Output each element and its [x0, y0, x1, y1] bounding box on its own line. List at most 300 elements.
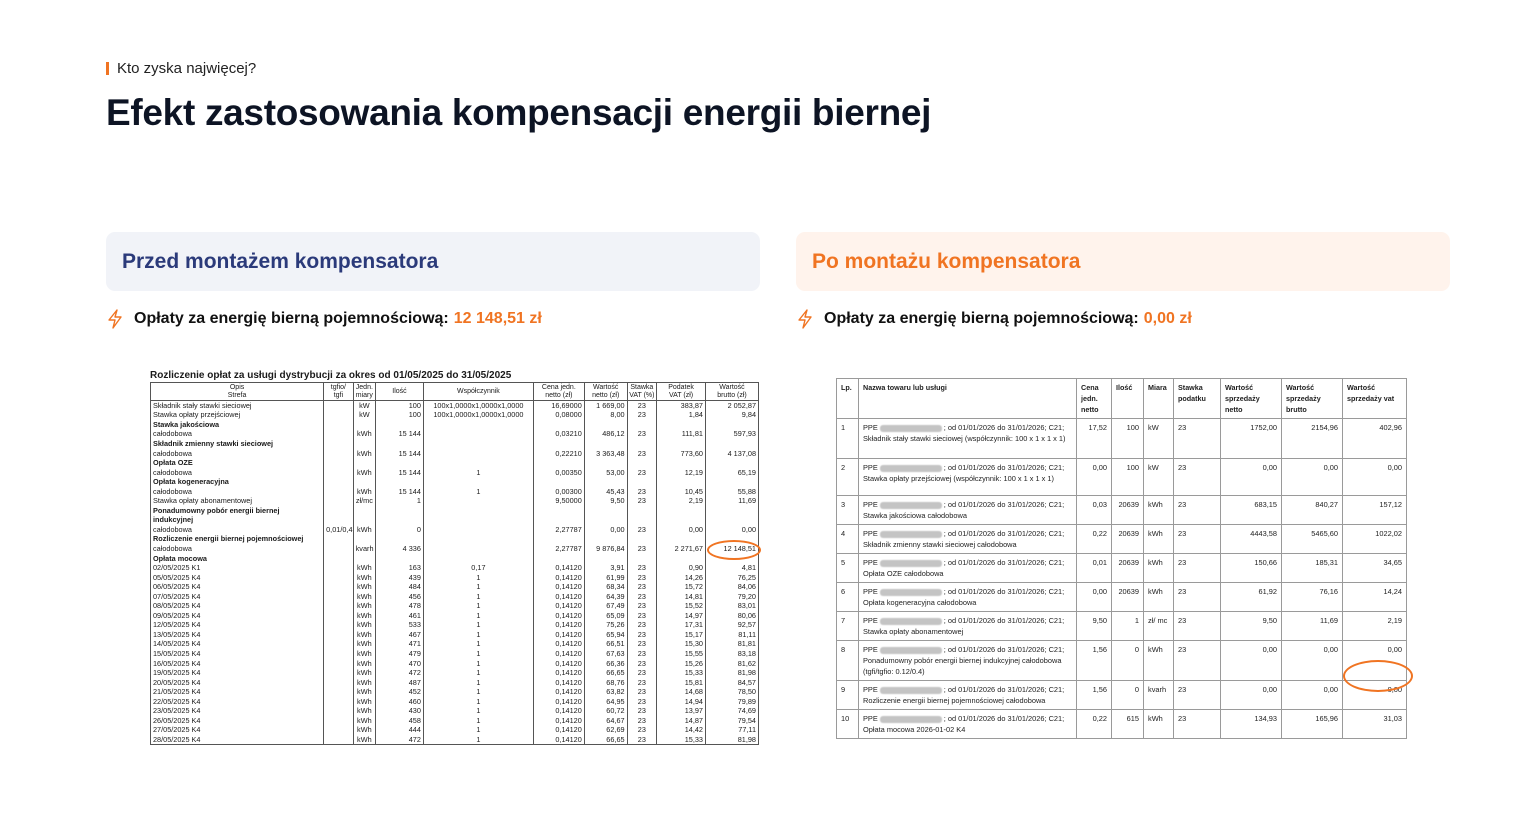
column-header: Wartość netto (zł)	[584, 383, 627, 401]
table-row	[151, 534, 759, 544]
table-cell	[423, 534, 533, 544]
table-row	[837, 459, 1407, 496]
table-cell: kWh	[353, 716, 375, 726]
invoice-before-scan	[150, 370, 760, 750]
table-cell	[423, 448, 533, 458]
table-cell: 26/05/2025 K4	[151, 716, 324, 726]
table-row	[151, 716, 759, 726]
table-cell	[859, 583, 1077, 612]
cell-value: 20639	[1118, 500, 1139, 509]
table-cell: 77,11	[705, 725, 758, 735]
table-cell: 05/05/2025 K4	[151, 572, 324, 582]
table-cell: 15,81	[657, 677, 706, 687]
table-cell: 14,42	[657, 725, 706, 735]
table-cell	[353, 506, 375, 516]
table-cell: 3 363,48	[584, 448, 627, 458]
table-cell	[423, 525, 533, 535]
table-cell	[1077, 641, 1112, 681]
table-cell	[1077, 496, 1112, 525]
row-number: 4	[841, 529, 846, 538]
table-cell: kWh	[353, 486, 375, 496]
table-cell: 1	[423, 706, 533, 716]
table-row	[151, 477, 759, 487]
table-row	[151, 429, 759, 439]
row-number: 1	[841, 423, 846, 432]
table-cell: 67,49	[584, 601, 627, 611]
ppe-label: PPE	[863, 587, 878, 596]
table-cell: kWh	[353, 429, 375, 439]
cell-value: 23	[1178, 500, 1187, 509]
table-cell: 45,43	[584, 486, 627, 496]
table-cell: 23	[627, 725, 657, 735]
table-cell	[324, 658, 354, 668]
ppe-label: PPE	[863, 558, 878, 567]
table-row	[151, 496, 759, 506]
table-cell: 1	[423, 668, 533, 678]
table-cell: 14,68	[657, 687, 706, 697]
table-cell	[1343, 583, 1407, 612]
table-cell: 4,81	[705, 563, 758, 573]
table-cell	[1221, 641, 1282, 681]
table-cell	[1221, 525, 1282, 554]
table-cell: 64,67	[584, 716, 627, 726]
column-header: Opis Strefa	[151, 383, 324, 401]
table-cell: kWh	[353, 639, 375, 649]
table-cell	[533, 553, 584, 563]
redacted-ppe-id	[880, 618, 942, 625]
table-cell: 75,26	[584, 620, 627, 630]
table-cell: 486,12	[584, 429, 627, 439]
table-row	[151, 677, 759, 687]
table-cell: 0,00	[657, 525, 706, 535]
table-cell: 0,14120	[533, 649, 584, 659]
table-cell	[324, 572, 354, 582]
table-cell	[1174, 583, 1221, 612]
table-cell	[584, 553, 627, 563]
table-row	[151, 506, 759, 516]
table-cell: 1	[423, 639, 533, 649]
table-cell	[627, 458, 657, 468]
table-cell: Składnik zmienny stawki sieciowej	[151, 439, 324, 449]
table-cell: 23	[627, 486, 657, 496]
table-cell: 12/05/2025 K4	[151, 620, 324, 630]
table-cell	[533, 439, 584, 449]
highlight-circle	[1343, 660, 1413, 692]
table-cell: 64,95	[584, 696, 627, 706]
ppe-label: PPE	[863, 616, 878, 625]
table-row	[837, 525, 1407, 554]
table-cell	[324, 706, 354, 716]
table-cell	[324, 639, 354, 649]
table-row	[151, 668, 759, 678]
table-cell: 06/05/2025 K4	[151, 582, 324, 592]
after-heading: Po montażu kompensatora	[796, 232, 1450, 291]
cell-value: 840,27	[1315, 500, 1338, 509]
table-cell: 23	[627, 448, 657, 458]
table-cell: kW	[353, 401, 375, 411]
eyebrow	[106, 60, 256, 77]
cell-value: 61,92	[1258, 587, 1277, 596]
table-cell: kWh	[353, 696, 375, 706]
table-cell	[705, 506, 758, 516]
table-cell: 0,14120	[533, 706, 584, 716]
table-cell: 15 144	[376, 467, 424, 477]
table-cell: 0,14120	[533, 639, 584, 649]
table-cell	[627, 515, 657, 525]
table-cell	[657, 506, 706, 516]
table-cell	[1174, 419, 1221, 459]
table-cell	[324, 467, 354, 477]
table-cell	[1221, 612, 1282, 641]
table-cell: kvarh	[353, 544, 375, 554]
table-cell	[324, 611, 354, 621]
table-cell: 0,17	[423, 563, 533, 573]
table-cell	[1112, 525, 1144, 554]
table-cell	[423, 420, 533, 430]
table-row	[151, 525, 759, 535]
table-cell	[584, 439, 627, 449]
table-row	[151, 725, 759, 735]
table-cell	[1112, 554, 1144, 583]
table-row	[837, 583, 1407, 612]
cell-value: kvarh	[1148, 685, 1167, 694]
table-row	[151, 706, 759, 716]
table-cell: 23	[627, 677, 657, 687]
table-cell: 430	[376, 706, 424, 716]
table-cell: 0,03210	[533, 429, 584, 439]
table-row	[151, 630, 759, 640]
table-cell: 23	[627, 649, 657, 659]
table-cell	[324, 448, 354, 458]
table-cell	[1144, 525, 1174, 554]
table-cell	[1174, 554, 1221, 583]
table-cell	[1144, 641, 1174, 681]
redacted-ppe-id	[880, 502, 942, 509]
table-cell: 66,36	[584, 658, 627, 668]
table-cell: 23	[627, 687, 657, 697]
cell-value: 0	[1134, 645, 1139, 654]
table-cell	[859, 525, 1077, 554]
table-row	[151, 696, 759, 706]
table-cell: 92,57	[705, 620, 758, 630]
table-cell: 0,00300	[533, 486, 584, 496]
table-cell	[353, 515, 375, 525]
column-header: Lp.	[837, 379, 859, 419]
cell-value: 17,52	[1088, 423, 1107, 432]
highlight-circle	[707, 540, 761, 560]
table-cell	[324, 725, 354, 735]
cell-value: 150,66	[1254, 558, 1277, 567]
table-cell	[324, 687, 354, 697]
table-cell	[423, 458, 533, 468]
row-number: 5	[841, 558, 846, 567]
table-row	[151, 649, 759, 659]
cell-value: 23	[1178, 529, 1187, 538]
table-cell: 23	[627, 563, 657, 573]
cell-value: 23	[1178, 558, 1187, 567]
table-cell: 0,14120	[533, 725, 584, 735]
table-cell: 23/05/2025 K4	[151, 706, 324, 716]
cell-value: 1752,00	[1250, 423, 1277, 432]
table-row	[151, 439, 759, 449]
table-cell	[423, 439, 533, 449]
table-row	[151, 458, 759, 468]
redacted-ppe-id	[880, 531, 942, 538]
table-cell	[584, 420, 627, 430]
table-cell: 439	[376, 572, 424, 582]
table-row	[151, 420, 759, 430]
table-cell	[705, 420, 758, 430]
cell-value: 134,93	[1254, 714, 1277, 723]
table-cell	[423, 477, 533, 487]
table-cell: 23	[627, 544, 657, 554]
table-cell: 0,08000	[533, 410, 584, 420]
ppe-label: PPE	[863, 714, 878, 723]
table-cell: całodobowa	[151, 525, 324, 535]
table-cell: 81,11	[705, 630, 758, 640]
column-header: Nazwa towaru lub usługi	[859, 379, 1077, 419]
table-cell	[584, 458, 627, 468]
lightning-bolt-icon	[796, 309, 814, 329]
table-cell: 23	[627, 582, 657, 592]
table-cell	[1282, 710, 1343, 739]
table-cell: 23	[627, 696, 657, 706]
table-cell: 15 144	[376, 429, 424, 439]
table-cell	[1282, 641, 1343, 681]
table-cell	[353, 439, 375, 449]
table-cell	[1343, 419, 1407, 459]
table-cell	[353, 477, 375, 487]
table-cell: 15 144	[376, 486, 424, 496]
table-cell: Stawka opłaty abonamentowej	[151, 496, 324, 506]
table-cell: 0,14120	[533, 630, 584, 640]
table-cell: Rozliczenie energii biernej pojemnościowej	[151, 534, 324, 544]
table-cell: 60,72	[584, 706, 627, 716]
table-cell: 2 271,67	[657, 544, 706, 554]
table-cell: 1	[423, 725, 533, 735]
cell-value: 9,50	[1262, 616, 1277, 625]
table-cell	[1112, 419, 1144, 459]
table-cell	[1174, 496, 1221, 525]
table-cell: kWh	[353, 582, 375, 592]
table-cell: 66,51	[584, 639, 627, 649]
table-cell: 456	[376, 591, 424, 601]
cell-value: 34,65	[1383, 558, 1402, 567]
column-header: Podatek VAT (zł)	[657, 383, 706, 401]
table-cell: 1	[423, 658, 533, 668]
ppe-label: PPE	[863, 463, 878, 472]
cell-value: 0,01	[1092, 558, 1107, 567]
redacted-ppe-id	[880, 560, 942, 567]
table-cell: 9 876,84	[584, 544, 627, 554]
table-cell	[1077, 710, 1112, 739]
cell-value: 11,69	[1320, 616, 1338, 625]
table-cell: 66,65	[584, 668, 627, 678]
table-cell	[1282, 525, 1343, 554]
table-cell: 74,69	[705, 706, 758, 716]
column-header: Współczynnik	[423, 383, 533, 401]
table-cell: 478	[376, 601, 424, 611]
table-cell	[423, 544, 533, 554]
table-cell: 23	[627, 410, 657, 420]
table-row	[151, 515, 759, 525]
table-cell: 15,52	[657, 601, 706, 611]
table-cell	[1221, 496, 1282, 525]
table-cell: Składnik stały stawki sieciowej	[151, 401, 324, 411]
table-cell	[423, 496, 533, 506]
lightning-bolt-icon	[106, 309, 124, 329]
table-cell: 1	[423, 601, 533, 611]
table-cell	[1343, 710, 1407, 739]
table-cell: 80,06	[705, 611, 758, 621]
cell-value: 20639	[1118, 558, 1139, 567]
table-cell	[324, 630, 354, 640]
table-row	[837, 681, 1407, 710]
table-cell	[1282, 419, 1343, 459]
table-cell	[657, 515, 706, 525]
table-cell: indukcyjnej	[151, 515, 324, 525]
cell-value: 100	[1126, 463, 1139, 472]
table-cell: 23	[627, 401, 657, 411]
table-cell: kWh	[353, 687, 375, 697]
table-cell: 81,81	[705, 639, 758, 649]
table-cell: 61,99	[584, 572, 627, 582]
table-cell	[1343, 496, 1407, 525]
table-cell	[705, 477, 758, 487]
table-cell: Stawka jakościowa	[151, 420, 324, 430]
table-cell	[1112, 496, 1144, 525]
table-cell: 81,62	[705, 658, 758, 668]
table-cell: 10,45	[657, 486, 706, 496]
table-cell	[324, 410, 354, 420]
table-cell	[533, 534, 584, 544]
table-cell: całodobowa	[151, 544, 324, 554]
table-cell: 479	[376, 649, 424, 659]
table-cell	[705, 458, 758, 468]
table-cell: 0,14120	[533, 658, 584, 668]
cell-value: 165,96	[1315, 714, 1338, 723]
table-cell: Opłata mocowa	[151, 553, 324, 563]
table-cell: 1	[423, 696, 533, 706]
table-row	[151, 401, 759, 411]
table-cell: 0,90	[657, 563, 706, 573]
row-number: 3	[841, 500, 846, 509]
table-cell: kWh	[353, 630, 375, 640]
cell-value: 23	[1178, 616, 1187, 625]
table-cell: 02/05/2025 K1	[151, 563, 324, 573]
table-cell: 14,81	[657, 591, 706, 601]
table-cell: 0,14120	[533, 677, 584, 687]
table-cell	[324, 620, 354, 630]
table-cell	[1343, 554, 1407, 583]
table-cell: 472	[376, 668, 424, 678]
table-cell	[1282, 459, 1343, 496]
table-cell: 487	[376, 677, 424, 687]
table-row	[151, 467, 759, 477]
cell-value: 0	[1134, 685, 1139, 694]
table-cell: 1	[423, 677, 533, 687]
cell-value: 23	[1178, 645, 1187, 654]
table-cell	[1112, 459, 1144, 496]
table-cell	[657, 477, 706, 487]
table-cell: 472	[376, 735, 424, 745]
table-cell	[324, 668, 354, 678]
table-cell: Stawka opłaty przejściowej	[151, 410, 324, 420]
table-cell: 62,69	[584, 725, 627, 735]
row-number: 6	[841, 587, 846, 596]
table-cell: 467	[376, 630, 424, 640]
table-cell: 773,60	[657, 448, 706, 458]
table-cell	[1077, 419, 1112, 459]
table-cell	[1077, 681, 1112, 710]
table-row	[151, 410, 759, 420]
table-cell: 22/05/2025 K4	[151, 696, 324, 706]
table-cell	[584, 515, 627, 525]
cell-value: kW	[1148, 423, 1159, 432]
table-cell	[533, 420, 584, 430]
table-cell: 597,93	[705, 429, 758, 439]
page-title: Efekt zastosowania kompensacji energii biernej	[106, 92, 932, 133]
table-cell	[1343, 525, 1407, 554]
before-heading: Przed montażem kompensatora	[106, 232, 760, 291]
table-cell: 8,00	[584, 410, 627, 420]
table-cell: 1	[423, 735, 533, 745]
table-cell	[1144, 459, 1174, 496]
cell-value: 2,19	[1387, 616, 1402, 625]
table-cell	[837, 710, 859, 739]
table-cell	[657, 534, 706, 544]
table-cell	[1144, 419, 1174, 459]
table-cell	[423, 515, 533, 525]
table-cell: 55,88	[705, 486, 758, 496]
table-cell: kWh	[353, 611, 375, 621]
table-cell	[859, 554, 1077, 583]
table-cell: 1	[423, 486, 533, 496]
row-number: 2	[841, 463, 846, 472]
table-cell	[353, 553, 375, 563]
table-cell	[324, 716, 354, 726]
table-cell	[1077, 612, 1112, 641]
cell-value: 0,00	[1262, 463, 1277, 472]
row-number: 8	[841, 645, 846, 654]
table-row	[151, 591, 759, 601]
table-cell: 2,27787	[533, 525, 584, 535]
table-cell: 15,33	[657, 668, 706, 678]
table-cell	[859, 681, 1077, 710]
table-cell: kWh	[353, 448, 375, 458]
table-row	[837, 641, 1407, 681]
table-cell: 15,33	[657, 735, 706, 745]
cell-value: 100	[1126, 423, 1139, 432]
table-cell: 65,19	[705, 467, 758, 477]
cell-value: 76,16	[1319, 587, 1338, 596]
table-cell	[324, 649, 354, 659]
table-cell: 0,14120	[533, 563, 584, 573]
table-cell	[324, 486, 354, 496]
cell-value: 615	[1126, 714, 1139, 723]
table-cell	[705, 515, 758, 525]
after-fee-value: 0,00 zł	[1143, 310, 1192, 327]
ppe-label: PPE	[863, 645, 878, 654]
table-cell	[627, 534, 657, 544]
table-cell	[1221, 710, 1282, 739]
table-cell	[376, 477, 424, 487]
table-cell: 23	[627, 467, 657, 477]
table-cell	[324, 563, 354, 573]
table-cell: 23	[627, 429, 657, 439]
table-cell	[533, 506, 584, 516]
table-cell: 100x1,0000x1,0000x1,0000	[423, 410, 533, 420]
